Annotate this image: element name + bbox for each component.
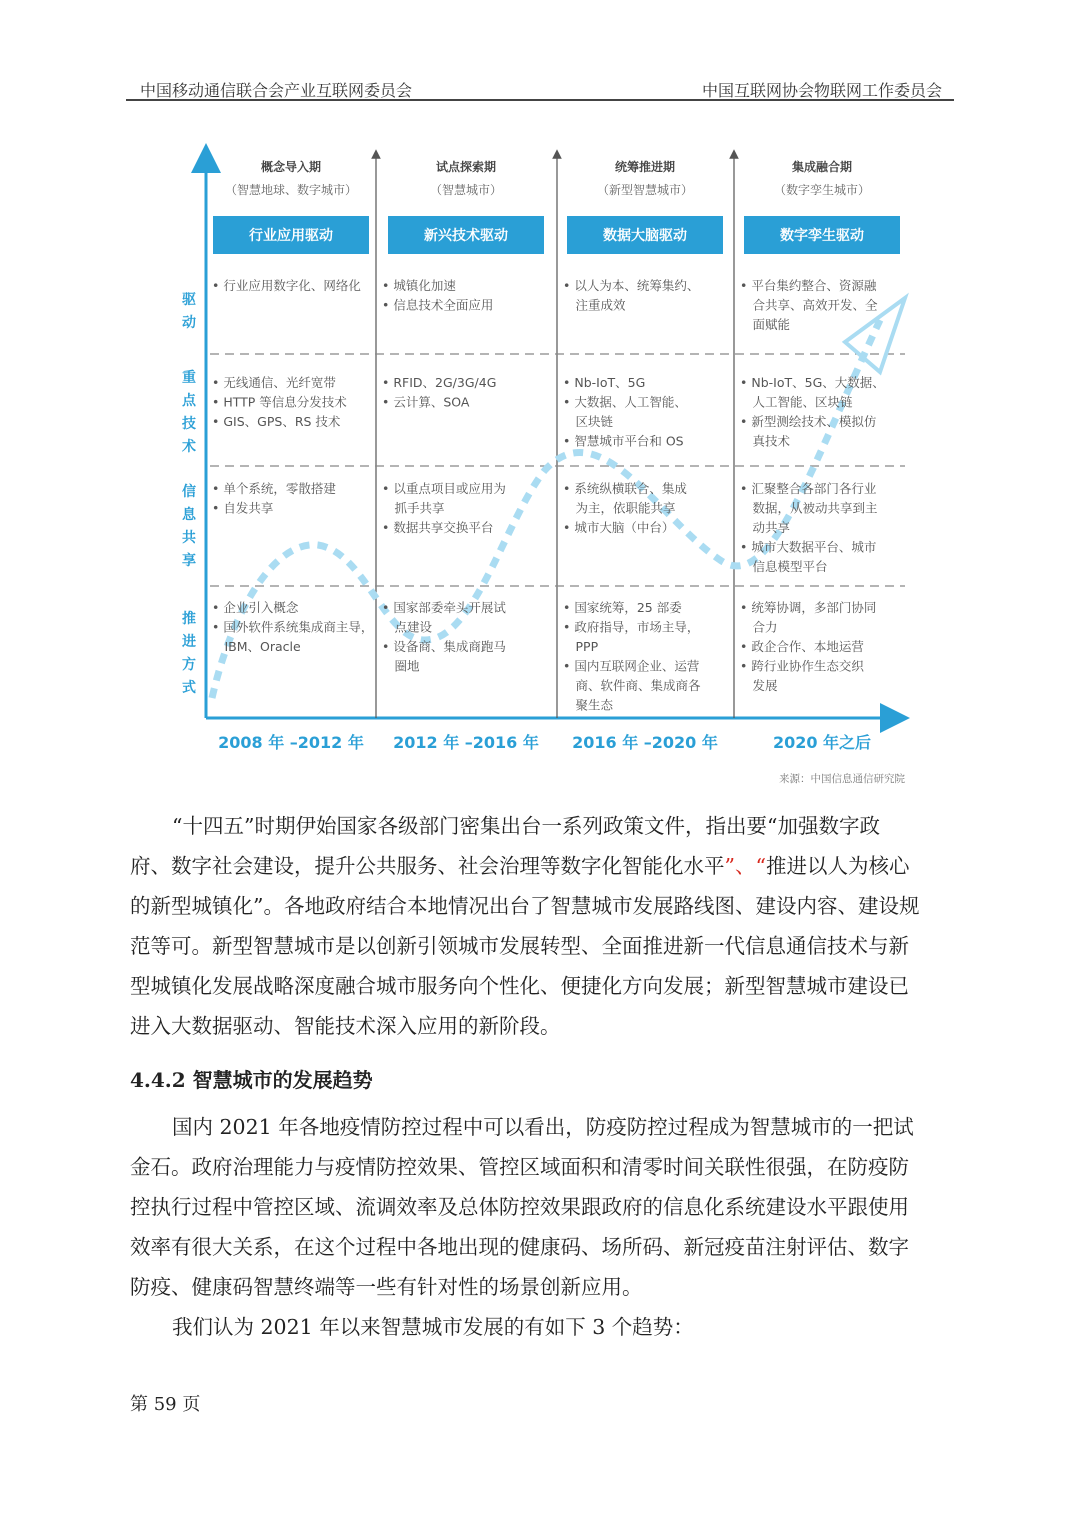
cell-r3-c4-line-2: 数据，从被动共享到主 [740, 500, 878, 516]
cell-r4-c3-line-3: PPP [563, 639, 599, 654]
row-label-2-char-4: 术 [182, 439, 196, 455]
driver-label-2: 新兴技术驱动 [424, 228, 508, 244]
row-label-1-char-2: 动 [182, 315, 196, 331]
para1-line-3: 的新型城镇化”。各地政府结合本地情况出台了智慧城市发展路线图、建设内容、建设规 [130, 894, 920, 918]
cell-r1-c4-line-3: 面赋能 [740, 317, 791, 332]
row-label-1-char-1: 驱 [182, 292, 196, 308]
cell-r4-c1-line-2: • 国外软件系统集成商主导， [212, 619, 374, 635]
cell-r4-c3-line-6: 聚生态 [563, 697, 614, 713]
cell-r4-c3-line-2: • 政府指导，市场主导， [563, 619, 700, 635]
row-label-3-char-3: 共 [182, 530, 196, 546]
phase-subtitle-2: （智慧城市） [429, 183, 503, 197]
para2-line-2: 金石。政府治理能力与疫情防控效果、管控区域面积和清零时间关联性很强，在防疫防 [130, 1155, 909, 1179]
cell-r3-c3-line-3: • 城市大脑（中台） [563, 520, 675, 535]
cell-r2-c1-line-2: • HTTP 等信息分发技术 [212, 394, 347, 410]
row-label-2-char-1: 重 [182, 370, 196, 386]
cell-r4-c2-line-1: • 国家部委牵头开展试 [382, 600, 506, 615]
cell-r3-c2-line-1: • 以重点项目或应用为 [382, 481, 506, 496]
para1-line-5: 型城镇化发展战略深度融合城市服务向个性化、便捷化方向发展；新型智慧城市建设已 [130, 974, 909, 998]
cell-r2-c4-line-1: • Nb-IoT、5G、大数据、 [740, 375, 885, 390]
header-right: 中国互联网协会物联网工作委员会 [701, 81, 942, 100]
cell-r4-c4-line-2: 合力 [740, 619, 778, 635]
phase-subtitle-3: （新型智慧城市） [596, 183, 694, 197]
row-label-4-char-4: 式 [182, 680, 196, 696]
driver-label-4: 数字孪生驱动 [780, 228, 864, 244]
driver-label-3: 数据大脑驱动 [603, 228, 687, 244]
para1-line-4: 范等可。新型智慧城市是以创新引领城市发展转型、全面推进新一代信息通信技术与新 [130, 934, 909, 958]
cell-r4-c1-line-1: • 企业引入概念 [212, 600, 299, 615]
phase-title-2: 试点探索期 [435, 160, 497, 174]
cell-r4-c3-line-1: • 国家统筹，25 部委 [563, 600, 682, 615]
phase-title-4: 集成融合期 [791, 160, 853, 174]
phase-title-3: 统筹推进期 [614, 160, 676, 174]
cell-r3-c1-line-2: • 自发共享 [212, 500, 274, 516]
header-left: 中国移动通信联合会产业互联网委员会 [140, 81, 413, 100]
cell-r1-c4-line-2: 合共享、高效开发、全 [740, 297, 878, 313]
phase-title-1: 概念导入期 [260, 160, 322, 174]
cell-r2-c3-line-1: • Nb-IoT、5G [563, 375, 646, 390]
cell-r1-c3-line-2: 注重成效 [563, 297, 626, 313]
figure-source: 来源：中国信息通信研究院 [779, 773, 905, 785]
para1-line-6: 进入大数据驱动、智能技术深入应用的新阶段。 [130, 1014, 561, 1038]
cell-r2-c4-line-2: 人工智能、区块链 [740, 394, 853, 410]
cell-r2-c3-line-4: • 智慧城市平台和 OS [563, 433, 684, 449]
cell-r2-c3-line-2: • 大数据、人工智能、 [563, 394, 687, 410]
row-label-2-char-2: 点 [182, 393, 196, 409]
row-label-4-char-3: 方 [182, 657, 196, 673]
cell-r4-c2-line-3: • 设备商、集成商跑马 [382, 639, 506, 654]
cell-r3-c4-line-5: 信息模型平台 [740, 559, 828, 574]
cell-r3-c4-line-3: 动共享 [740, 520, 791, 535]
row-label-4-char-2: 进 [182, 634, 196, 650]
cell-r2-c2-line-2: • 云计算、SOA [382, 394, 470, 410]
cell-r4-c1-line-3: IBM、Oracle [212, 639, 301, 654]
year-label-3: 2016 年 –2020 年 [572, 733, 718, 752]
row-label-3-char-1: 信 [182, 484, 196, 500]
paragraph-policy [130, 806, 952, 1046]
cell-r3-c1-line-1: • 单个系统，零散搭建 [212, 481, 336, 496]
section-heading: 4.4.2 智慧城市的发展趋势 [130, 1068, 373, 1092]
phase-subtitle-4: （数字孪生城市） [773, 183, 871, 197]
cell-r3-c4-line-4: • 城市大数据平台、城市 [740, 539, 877, 555]
cell-r4-c4-line-5: 发展 [740, 678, 778, 693]
cell-r2-c1-line-3: • GIS、GPS、RS 技术 [212, 414, 341, 429]
cell-r3-c2-line-2: 抓手共享 [382, 500, 445, 516]
para1-line-1: “十四五”时期伊始国家各级部门密集出台一系列政策文件，指出要“加强数字政 [172, 814, 880, 838]
cell-r1-c2-line-1: • 城镇化加速 [382, 278, 456, 293]
para2-line-5: 防疫、健康码智慧终端等一些有针对性的场景创新应用。 [130, 1275, 643, 1299]
cell-r4-c2-line-2: 点建设 [382, 619, 433, 635]
cell-r4-c4-line-4: • 跨行业协作生态交织 [740, 658, 864, 674]
cell-r3-c4-line-1: • 汇聚整合各部门各行业 [740, 481, 877, 496]
para3-line-1: 我们认为 2021 年以来智慧城市发展的有如下 3 个趋势： [172, 1315, 694, 1339]
row-label-3-char-2: 息 [182, 507, 196, 523]
cell-r2-c3-line-3: 区块链 [563, 414, 614, 429]
page-number: 第 59 页 [130, 1394, 201, 1415]
year-label-2: 2012 年 –2016 年 [393, 733, 539, 752]
driver-label-1: 行业应用驱动 [249, 228, 333, 244]
paragraph-epidemic [130, 1107, 952, 1347]
para2-line-3: 控执行过程中管控区域、流调效率及总体防控效果跟政府的信息化系统建设水平跟使用 [130, 1195, 909, 1219]
cell-r4-c2-line-4: 圈地 [382, 658, 420, 674]
para2-line-4: 效率有很大关系，在这个过程中各地出现的健康码、场所码、新冠疫苗注射评估、数字 [130, 1235, 909, 1259]
cell-r1-c1-line-1: • 行业应用数字化、网络化 [212, 278, 361, 293]
cell-r3-c2-line-3: • 数据共享交换平台 [382, 520, 494, 535]
row-label-3-char-4: 享 [182, 553, 196, 569]
cell-r4-c3-line-4: • 国内互联网企业、运营 [563, 658, 700, 674]
cell-r2-c4-line-3: • 新型测绘技术、模拟仿 [740, 414, 877, 429]
cell-r4-c4-line-3: • 政企合作、本地运营 [740, 639, 864, 654]
para1-line-2: 府、数字社会建设，提升公共服务、社会治理等数字化智能化水平”、“推进以人为核心 [130, 854, 910, 878]
red-quote-mark: ”、“ [724, 854, 766, 878]
cell-r4-c4-line-1: • 统筹协调，多部门协同 [740, 600, 877, 615]
cell-r3-c3-line-2: 为主，依职能共享 [563, 500, 676, 516]
cell-r2-c4-line-4: 真技术 [740, 433, 791, 449]
cell-r1-c3-line-1: • 以人为本、统筹集约、 [563, 278, 700, 293]
cell-r1-c4-line-1: • 平台集约整合、资源融 [740, 278, 877, 293]
year-label-1: 2008 年 –2012 年 [218, 733, 364, 752]
cell-r1-c2-line-2: • 信息技术全面应用 [382, 297, 494, 313]
year-label-4: 2020 年之后 [772, 733, 872, 752]
cell-r2-c2-line-1: • RFID、2G/3G/4G [382, 375, 497, 390]
cell-r2-c1-line-1: • 无线通信、光纤宽带 [212, 375, 336, 390]
phase-subtitle-1: （智慧地球、数字城市） [224, 183, 358, 197]
row-label-4-char-1: 推 [182, 611, 196, 627]
cell-r3-c3-line-1: • 系统纵横联合、集成 [563, 481, 687, 496]
para2-line-1: 国内 2021 年各地疫情防控过程中可以看出，防疫防控过程成为智慧城市的一把试 [172, 1115, 914, 1139]
cell-r4-c3-line-5: 商、软件商、集成商各 [563, 678, 701, 693]
row-label-2-char-3: 技 [182, 416, 196, 432]
